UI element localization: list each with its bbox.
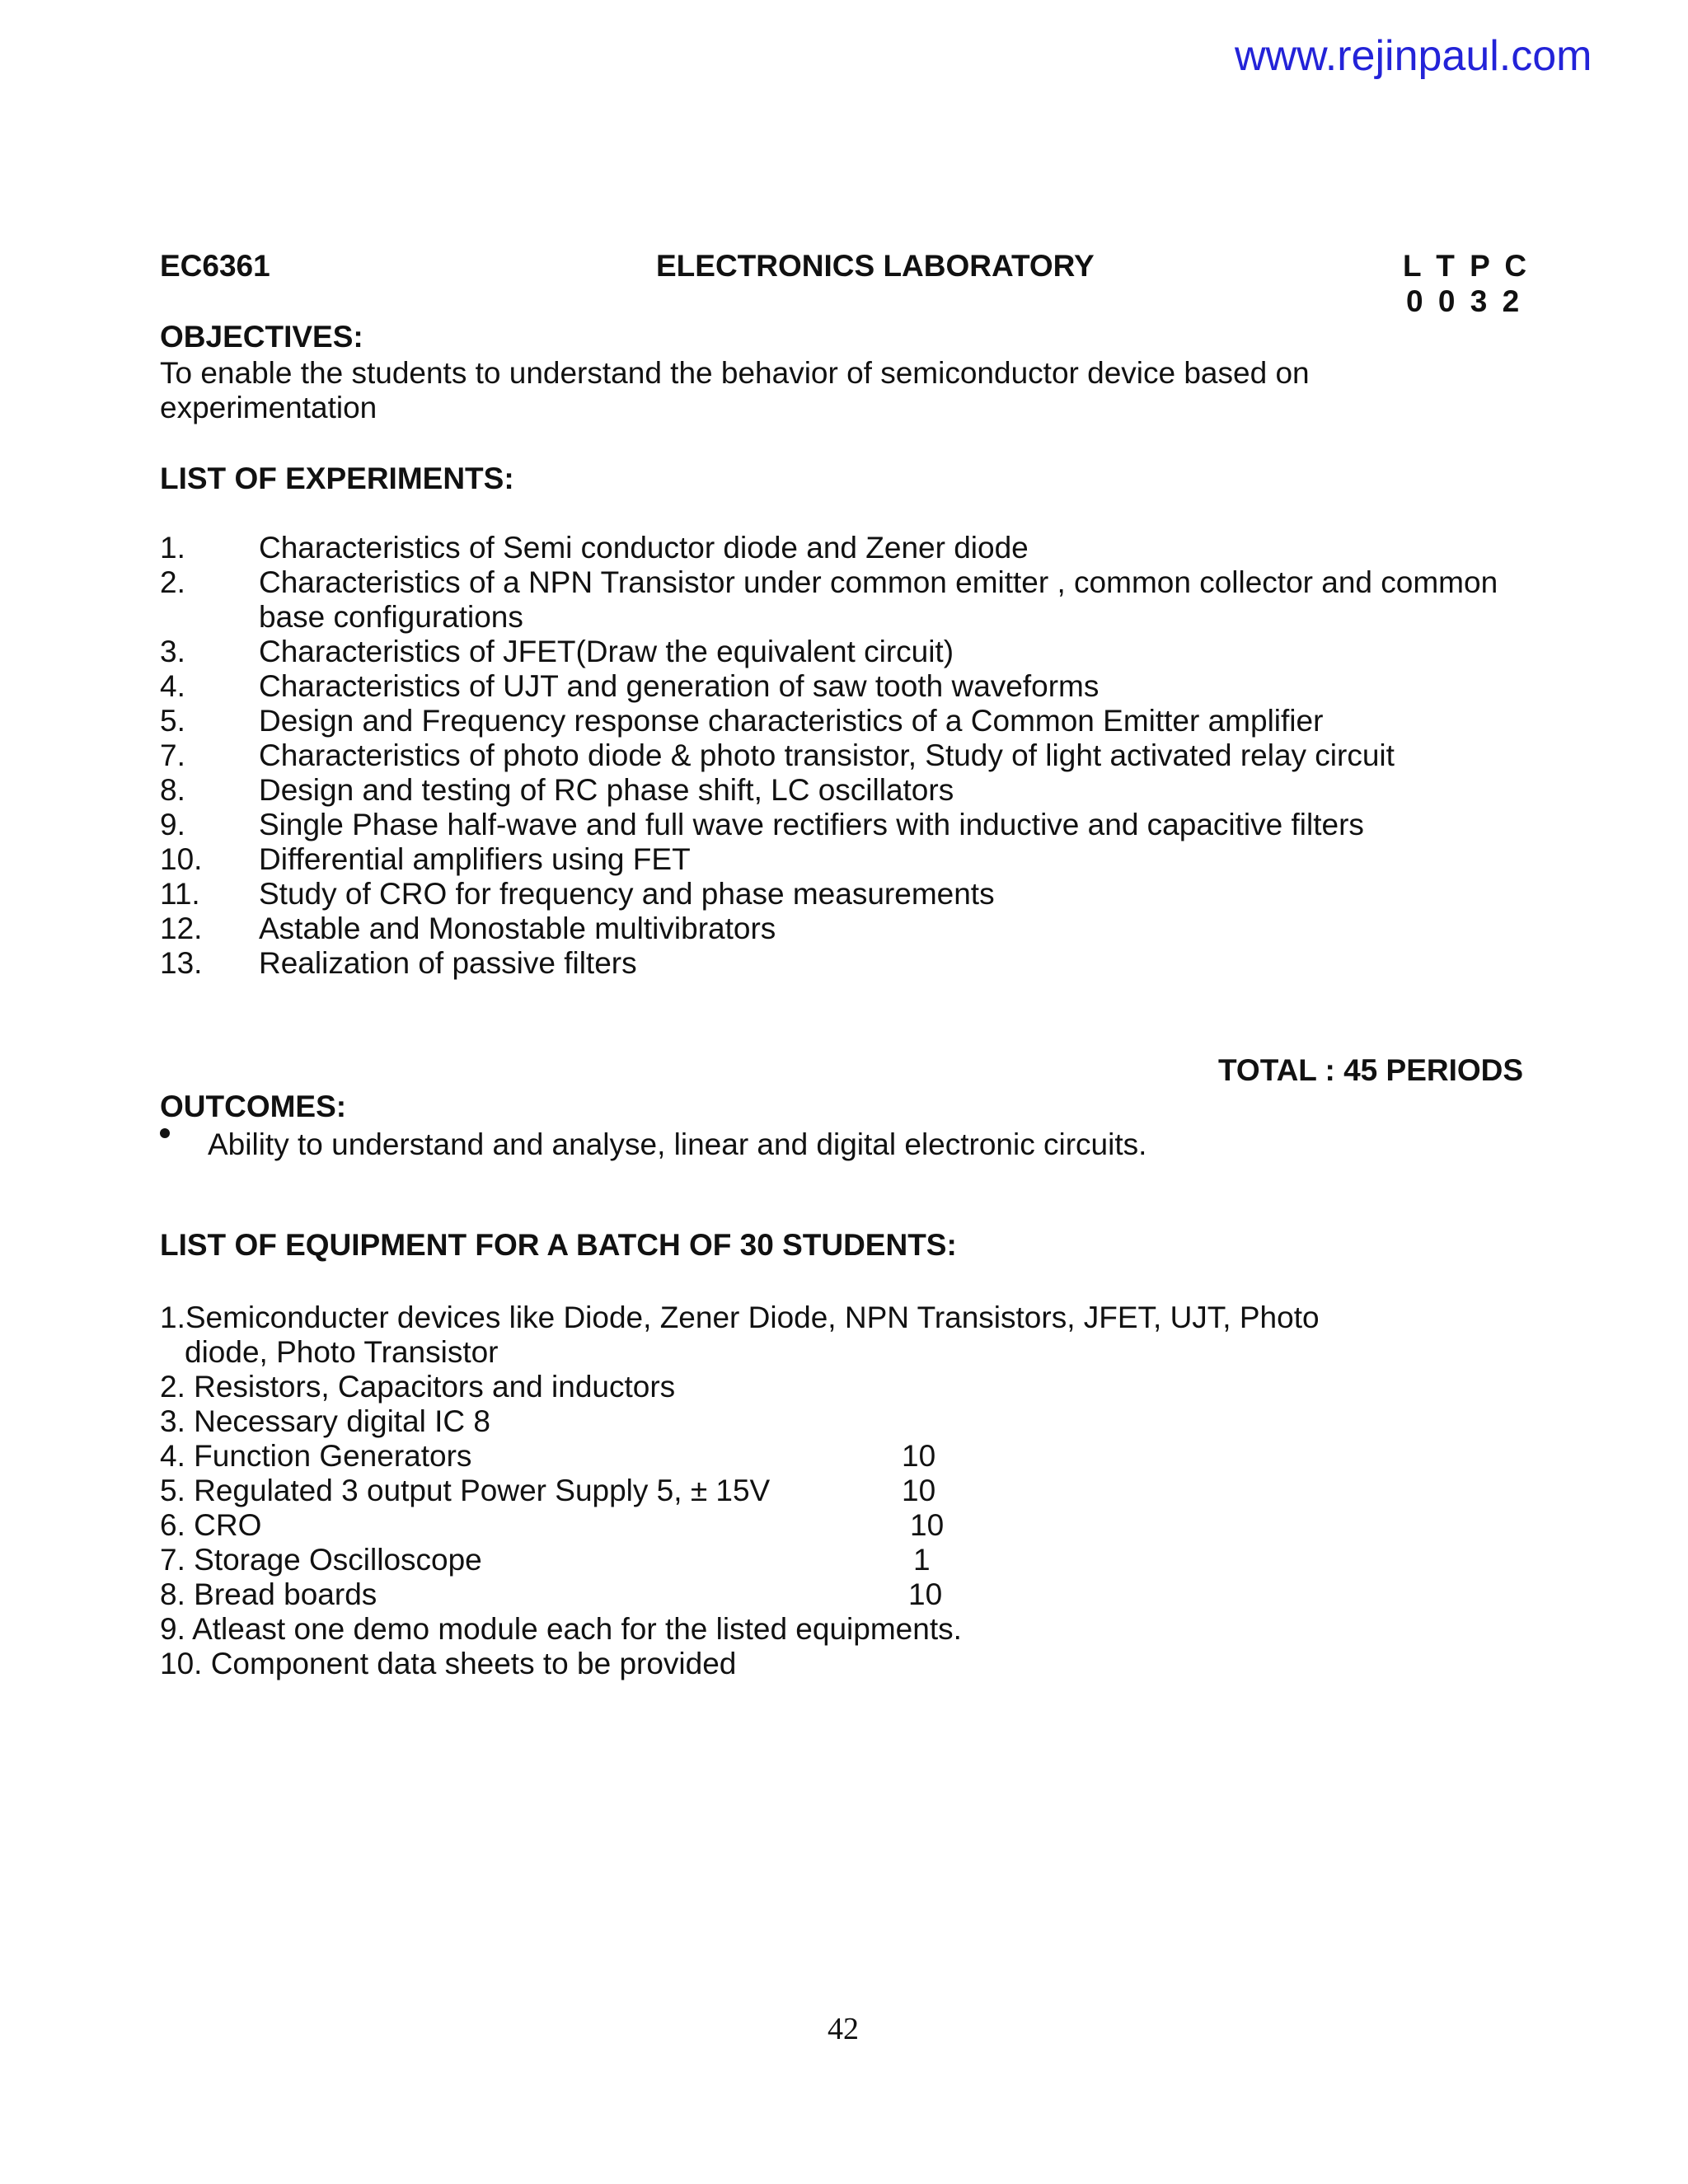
equipment-item-6-quantity: 10 [910,1508,945,1542]
course-code: EC6361 [160,249,270,283]
experiment-item [160,635,1520,669]
experiment-item [160,808,1520,842]
experiment-item-continuation [160,600,1520,635]
experiment-number: 12. [160,912,203,945]
equipment-item-5: 5. Regulated 3 output Power Supply 5, ± 15V [160,1474,771,1507]
experiment-text: Characteristics of a NPN Transistor under common emitter , common collector and common [259,565,1498,599]
course-title: ELECTRONICS LABORATORY [656,249,1095,283]
equipment-item-6: 6. CRO [160,1508,262,1542]
outcome-item: Ability to understand and analyse, linear and digital electronic circuits. [208,1127,1147,1161]
equipment-item-7: 7. Storage Oscilloscope [160,1543,482,1577]
experiment-text: Characteristics of photo diode & photo transistor, Study of light activated relay circuit [259,738,1395,772]
equipment-item-2: 2. Resistors, Capacitors and inductors [160,1370,676,1404]
experiment-number: 11. [160,877,200,911]
page-number: 42 [828,2012,859,2046]
equipment-item-3: 3. Necessary digital IC 8 [160,1404,491,1438]
equipment-item-5-quantity: 10 [902,1474,936,1507]
experiment-text: Design and Frequency response characteristics of a Common Emitter amplifier [259,704,1324,738]
ltpc-header: L T P C [1403,249,1531,283]
experiment-number: 2. [160,565,185,599]
experiment-item [160,912,1520,946]
experiment-text: Single Phase half-wave and full wave rectifiers with inductive and capacitive filters [259,808,1364,841]
experiment-item [160,773,1520,808]
experiment-number: 4. [160,669,185,703]
experiment-number: 7. [160,738,185,772]
equipment-item-10: 10. Component data sheets to be provided [160,1647,737,1680]
outcomes-heading: OUTCOMES: [160,1090,347,1123]
equipment-item-7-quantity: 1 [913,1543,931,1577]
experiment-item [160,669,1520,704]
experiment-item [160,842,1520,877]
experiments-heading: LIST OF EXPERIMENTS: [160,462,514,495]
experiment-text: Astable and Monostable multivibrators [259,912,776,945]
experiment-text: Study of CRO for frequency and phase measurements [259,877,995,911]
objectives-heading: OBJECTIVES: [160,320,363,354]
experiment-item [160,946,1520,981]
website-url[interactable]: www.rejinpaul.com [1235,32,1592,80]
experiment-text: base configurations [259,600,523,634]
experiment-item [160,877,1520,912]
experiment-text: Characteristics of UJT and generation of saw tooth waveforms [259,669,1100,703]
experiment-number: 13. [160,946,203,980]
bullet-icon [160,1128,170,1138]
experiment-item [160,738,1520,773]
experiment-item [160,565,1520,600]
equipment-item-8: 8. Bread boards [160,1577,377,1611]
experiment-text: Characteristics of JFET(Draw the equivalent circuit) [259,635,954,668]
experiment-number: 10. [160,842,203,876]
equipment-item-1-line-2: diode, Photo Transistor [185,1335,499,1369]
experiment-text: Characteristics of Semi conductor diode and Zener diode [259,531,1029,565]
equipment-item-4: 4. Function Generators [160,1439,472,1473]
equipment-item-8-quantity: 10 [908,1577,943,1611]
equipment-item-1-line-1: 1.Semiconducter devices like Diode, Zener Diode, NPN Transistors, JFET, UJT, Photo [160,1301,1320,1334]
experiment-number: 3. [160,635,185,668]
experiment-number: 8. [160,773,185,807]
experiment-number: 5. [160,704,185,738]
experiment-text: Design and testing of RC phase shift, LC oscillators [259,773,954,807]
experiment-item [160,531,1520,565]
experiment-item [160,704,1520,738]
objectives-text-line-2: experimentation [160,391,377,424]
experiment-number: 1. [160,531,185,565]
equipment-item-9: 9. Atleast one demo module each for the listed equipments. [160,1612,962,1646]
experiment-number: 9. [160,808,185,841]
experiment-text: Realization of passive filters [259,946,637,980]
experiment-text: Differential amplifiers using FET [259,842,691,876]
objectives-text-line-1: To enable the students to understand the behavior of semiconductor device based on [160,356,1310,390]
total-periods: TOTAL : 45 PERIODS [1218,1053,1524,1087]
ltpc-values: 0 0 3 2 [1406,284,1523,318]
equipment-heading: LIST OF EQUIPMENT FOR A BATCH OF 30 STUDENTS: [160,1228,957,1262]
equipment-item-4-quantity: 10 [902,1439,936,1473]
